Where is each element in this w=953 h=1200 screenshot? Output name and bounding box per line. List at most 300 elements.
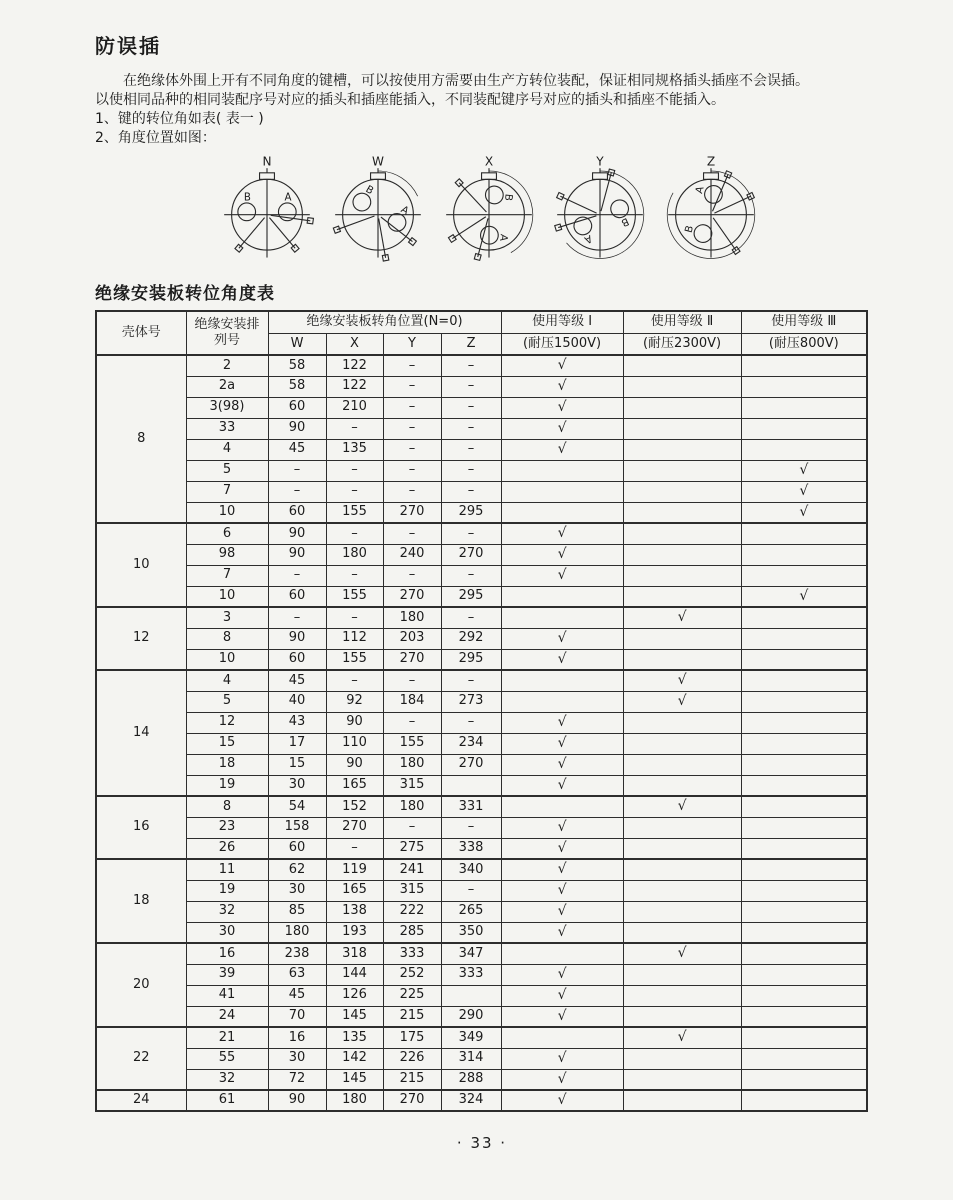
angle-w-cell: 60 — [268, 838, 326, 859]
table-row — [96, 649, 867, 670]
angle-x-cell: 135 — [326, 1027, 383, 1048]
grade-1-check-mark: √ — [501, 649, 623, 670]
angle-w-cell: 43 — [268, 712, 326, 733]
grade-3-empty-cell — [741, 628, 867, 649]
grade-2-empty-cell — [623, 523, 741, 544]
shell-number-cell: 16 — [96, 796, 186, 859]
angle-y-cell: – — [383, 355, 441, 376]
hole-a-label: A — [496, 233, 510, 242]
grade-2-empty-cell — [623, 1069, 741, 1090]
grade-1-check-mark: √ — [501, 1069, 623, 1090]
angle-y-cell: – — [383, 439, 441, 460]
angle-z-cell: 349 — [441, 1027, 501, 1048]
arrangement-number-cell: 7 — [186, 481, 268, 502]
angle-w-cell: 54 — [268, 796, 326, 817]
angle-z-cell: 295 — [441, 586, 501, 607]
grade-3-empty-cell — [741, 649, 867, 670]
header-grade-2-voltage: (耐压2300V) — [623, 333, 741, 355]
angle-y-cell: – — [383, 460, 441, 481]
shell-number-cell: 8 — [96, 355, 186, 523]
angle-x-cell: 180 — [326, 1090, 383, 1111]
angle-y-cell: – — [383, 481, 441, 502]
angle-x-cell: 210 — [326, 397, 383, 418]
angle-w-cell: 17 — [268, 733, 326, 754]
grade-1-check-mark: √ — [501, 355, 623, 376]
grade-1-check-mark: √ — [501, 838, 623, 859]
angle-x-cell: 270 — [326, 817, 383, 838]
angle-w-cell: 90 — [268, 1090, 326, 1111]
angle-z-cell: 270 — [441, 754, 501, 775]
grade-1-check-mark: √ — [501, 523, 623, 544]
arrangement-number-cell: 8 — [186, 796, 268, 817]
header-grade-3-voltage: (耐压800V) — [741, 333, 867, 355]
angle-y-cell: – — [383, 670, 441, 691]
hole-b-label: B — [619, 214, 631, 229]
angle-x-cell: 318 — [326, 943, 383, 964]
grade-3-empty-cell — [741, 838, 867, 859]
angle-w-cell: 90 — [268, 628, 326, 649]
shell-number-cell: 12 — [96, 607, 186, 670]
grade-2-empty-cell — [623, 649, 741, 670]
angle-y-cell: 241 — [383, 859, 441, 880]
angle-z-cell: 324 — [441, 1090, 501, 1111]
arrangement-number-cell: 7 — [186, 565, 268, 586]
header-shell: 壳体号 — [96, 311, 186, 355]
angle-z-cell: – — [441, 817, 501, 838]
diagram-position-label: X — [484, 154, 494, 169]
angle-y-cell: 175 — [383, 1027, 441, 1048]
table-row — [96, 943, 867, 964]
angle-y-cell: 315 — [383, 775, 441, 796]
angle-y-cell: 270 — [383, 586, 441, 607]
list-item-2: 2、角度位置如图： — [95, 130, 216, 146]
grade-3-empty-cell — [741, 922, 867, 943]
angle-x-cell: – — [326, 565, 383, 586]
grade-3-empty-cell — [741, 859, 867, 880]
angle-w-cell: 72 — [268, 1069, 326, 1090]
arrangement-number-cell: 98 — [186, 544, 268, 565]
angle-z-cell: 347 — [441, 943, 501, 964]
angle-z-cell: – — [441, 460, 501, 481]
angle-w-cell: 180 — [268, 922, 326, 943]
angle-y-cell: 215 — [383, 1069, 441, 1090]
angle-w-cell: 58 — [268, 355, 326, 376]
grade-3-check-mark: √ — [741, 502, 867, 523]
grade-1-check-mark: √ — [501, 1090, 623, 1111]
arrangement-number-cell: 32 — [186, 1069, 268, 1090]
angle-x-cell: 165 — [326, 880, 383, 901]
angle-y-cell: 285 — [383, 922, 441, 943]
table-row — [96, 754, 867, 775]
keyway-diagram-X — [435, 151, 543, 271]
table-row — [96, 460, 867, 481]
grade-2-empty-cell — [623, 586, 741, 607]
table-row — [96, 544, 867, 565]
grade-2-empty-cell — [623, 544, 741, 565]
grade-1-empty-cell — [501, 796, 623, 817]
angle-z-cell — [441, 775, 501, 796]
angle-x-cell: 145 — [326, 1006, 383, 1027]
grade-3-check-mark: √ — [741, 481, 867, 502]
angle-z-cell: – — [441, 712, 501, 733]
angle-w-cell: 60 — [268, 649, 326, 670]
grade-3-empty-cell — [741, 1090, 867, 1111]
table-row — [96, 628, 867, 649]
grade-3-check-mark: √ — [741, 460, 867, 481]
grade-2-empty-cell — [623, 901, 741, 922]
angle-y-cell: 203 — [383, 628, 441, 649]
table-row — [96, 901, 867, 922]
table-row — [96, 712, 867, 733]
table-row — [96, 439, 867, 460]
shell-number-cell: 10 — [96, 523, 186, 607]
angle-y-cell: 180 — [383, 607, 441, 628]
keyway-diagram-Z — [657, 151, 765, 271]
grade-2-empty-cell — [623, 985, 741, 1006]
table-row — [96, 922, 867, 943]
angle-w-cell: 45 — [268, 670, 326, 691]
arrangement-number-cell: 12 — [186, 712, 268, 733]
angle-w-cell: 40 — [268, 691, 326, 712]
table-row — [96, 775, 867, 796]
angle-y-cell: 180 — [383, 796, 441, 817]
angle-x-cell: 155 — [326, 586, 383, 607]
arrangement-number-cell: 5 — [186, 460, 268, 481]
angle-x-cell: – — [326, 670, 383, 691]
angle-y-cell: – — [383, 565, 441, 586]
grade-2-empty-cell — [623, 1048, 741, 1069]
grade-1-check-mark: √ — [501, 1006, 623, 1027]
angle-x-cell: 110 — [326, 733, 383, 754]
grade-3-check-mark: √ — [741, 586, 867, 607]
arrangement-number-cell: 19 — [186, 775, 268, 796]
grade-1-empty-cell — [501, 607, 623, 628]
angle-z-cell: 295 — [441, 649, 501, 670]
shell-number-cell: 22 — [96, 1027, 186, 1090]
header-col-x: X — [326, 333, 383, 355]
table-row — [96, 1027, 867, 1048]
header-grade-1: 使用等级 Ⅰ — [501, 311, 623, 333]
grade-3-empty-cell — [741, 544, 867, 565]
header-arrangement: 绝缘安装排列号 — [186, 311, 268, 355]
arrangement-number-cell: 16 — [186, 943, 268, 964]
angle-x-cell: – — [326, 523, 383, 544]
angle-y-cell: 275 — [383, 838, 441, 859]
grade-1-check-mark: √ — [501, 376, 623, 397]
angle-y-cell: 225 — [383, 985, 441, 1006]
angle-x-cell: 122 — [326, 376, 383, 397]
angle-z-cell — [441, 985, 501, 1006]
angle-x-cell: – — [326, 460, 383, 481]
angle-z-cell: 333 — [441, 964, 501, 985]
grade-1-check-mark: √ — [501, 754, 623, 775]
grade-2-empty-cell — [623, 754, 741, 775]
angle-z-cell: 288 — [441, 1069, 501, 1090]
grade-2-empty-cell — [623, 733, 741, 754]
grade-1-empty-cell — [501, 502, 623, 523]
angle-y-cell: 333 — [383, 943, 441, 964]
grade-1-check-mark: √ — [501, 418, 623, 439]
table-row — [96, 985, 867, 1006]
angle-z-cell: 273 — [441, 691, 501, 712]
hole-b-label: B — [501, 193, 515, 202]
angle-z-cell: – — [441, 880, 501, 901]
arrangement-number-cell: 18 — [186, 754, 268, 775]
grade-2-empty-cell — [623, 628, 741, 649]
angle-x-cell: 90 — [326, 754, 383, 775]
grade-3-empty-cell — [741, 985, 867, 1006]
angle-z-cell: 314 — [441, 1048, 501, 1069]
shell-number-cell: 24 — [96, 1090, 186, 1111]
grade-2-empty-cell — [623, 355, 741, 376]
angle-z-cell: 292 — [441, 628, 501, 649]
arrangement-number-cell: 30 — [186, 922, 268, 943]
grade-3-empty-cell — [741, 439, 867, 460]
angle-x-cell: – — [326, 418, 383, 439]
grade-3-empty-cell — [741, 817, 867, 838]
grade-3-empty-cell — [741, 397, 867, 418]
table-row — [96, 670, 867, 691]
angle-x-cell: 126 — [326, 985, 383, 1006]
angle-x-cell: 92 — [326, 691, 383, 712]
table-row — [96, 607, 867, 628]
grade-3-empty-cell — [741, 691, 867, 712]
table-row — [96, 880, 867, 901]
angle-w-cell: 238 — [268, 943, 326, 964]
grade-3-empty-cell — [741, 775, 867, 796]
angle-w-cell: 158 — [268, 817, 326, 838]
grade-1-empty-cell — [501, 943, 623, 964]
angle-x-cell: 90 — [326, 712, 383, 733]
table-row — [96, 838, 867, 859]
diagram-position-label: W — [372, 154, 384, 169]
grade-1-empty-cell — [501, 460, 623, 481]
grade-1-check-mark: √ — [501, 775, 623, 796]
page-title: 防误插 — [95, 34, 161, 58]
grade-3-empty-cell — [741, 796, 867, 817]
angle-z-cell: – — [441, 670, 501, 691]
angle-w-cell: 58 — [268, 376, 326, 397]
angle-z-cell: – — [441, 565, 501, 586]
grade-1-check-mark: √ — [501, 544, 623, 565]
angle-y-cell: – — [383, 397, 441, 418]
grade-3-empty-cell — [741, 523, 867, 544]
grade-2-check-mark: √ — [623, 607, 741, 628]
table-row — [96, 355, 867, 376]
angle-x-cell: 165 — [326, 775, 383, 796]
grade-1-check-mark: √ — [501, 922, 623, 943]
angle-y-cell: 252 — [383, 964, 441, 985]
grade-3-empty-cell — [741, 418, 867, 439]
table-row — [96, 481, 867, 502]
angle-z-cell: 350 — [441, 922, 501, 943]
arrangement-number-cell: 5 — [186, 691, 268, 712]
grade-3-empty-cell — [741, 943, 867, 964]
page-number: · 33 · — [456, 1134, 508, 1152]
angle-x-cell: – — [326, 838, 383, 859]
angle-w-cell: – — [268, 565, 326, 586]
grade-1-check-mark: √ — [501, 565, 623, 586]
grade-2-empty-cell — [623, 439, 741, 460]
angle-x-cell: 193 — [326, 922, 383, 943]
shell-number-cell: 20 — [96, 943, 186, 1027]
table-row — [96, 1006, 867, 1027]
angle-y-cell: 315 — [383, 880, 441, 901]
table-row — [96, 1048, 867, 1069]
arrangement-number-cell: 2 — [186, 355, 268, 376]
arrangement-number-cell: 2a — [186, 376, 268, 397]
arrangement-number-cell: 15 — [186, 733, 268, 754]
grade-1-check-mark: √ — [501, 712, 623, 733]
header-col-w: W — [268, 333, 326, 355]
arrangement-number-cell: 11 — [186, 859, 268, 880]
angle-x-cell: 152 — [326, 796, 383, 817]
arrangement-number-cell: 10 — [186, 649, 268, 670]
arrangement-number-cell: 33 — [186, 418, 268, 439]
angle-x-cell: 135 — [326, 439, 383, 460]
arrangement-number-cell: 8 — [186, 628, 268, 649]
list-item-1: 1、键的转位角如表( 表一 ) — [95, 111, 264, 127]
angle-w-cell: 63 — [268, 964, 326, 985]
arrangement-number-cell: 26 — [186, 838, 268, 859]
grade-3-empty-cell — [741, 754, 867, 775]
hole-a-label: A — [693, 185, 707, 195]
diagram-position-label: N — [262, 154, 272, 169]
angle-y-cell: 155 — [383, 733, 441, 754]
angle-w-cell: 45 — [268, 439, 326, 460]
hole-b-label: B — [363, 183, 376, 198]
table-row — [96, 397, 867, 418]
angle-y-cell: 222 — [383, 901, 441, 922]
angle-w-cell: 70 — [268, 1006, 326, 1027]
table-title: 绝缘安装板转位角度表 — [95, 284, 275, 304]
angle-z-cell: – — [441, 397, 501, 418]
angle-y-cell: 180 — [383, 754, 441, 775]
grade-3-empty-cell — [741, 1027, 867, 1048]
hole-b-label: B — [682, 224, 697, 235]
grade-2-empty-cell — [623, 775, 741, 796]
angle-y-cell: 270 — [383, 502, 441, 523]
grade-3-empty-cell — [741, 964, 867, 985]
grade-3-empty-cell — [741, 901, 867, 922]
intro-line-1: 在绝缘体外围上开有不同角度的键槽，可以按使用方需要由生产方转位装配，保证相同规格插头插座不会误插。 — [123, 73, 809, 89]
arrangement-number-cell: 4 — [186, 670, 268, 691]
hole-a-label: A — [582, 232, 594, 246]
grade-1-empty-cell — [501, 670, 623, 691]
arrangement-number-cell: 32 — [186, 901, 268, 922]
grade-1-check-mark: √ — [501, 859, 623, 880]
grade-2-empty-cell — [623, 838, 741, 859]
angle-w-cell: – — [268, 607, 326, 628]
angle-z-cell: 338 — [441, 838, 501, 859]
grade-2-empty-cell — [623, 565, 741, 586]
grade-1-check-mark: √ — [501, 397, 623, 418]
grade-2-empty-cell — [623, 712, 741, 733]
angle-z-cell: 265 — [441, 901, 501, 922]
angle-x-cell: 145 — [326, 1069, 383, 1090]
angle-w-cell: 85 — [268, 901, 326, 922]
angle-w-cell: – — [268, 481, 326, 502]
grade-3-empty-cell — [741, 376, 867, 397]
header-grade-1-voltage: (耐压1500V) — [501, 333, 623, 355]
table-row — [96, 796, 867, 817]
angle-w-cell: 60 — [268, 397, 326, 418]
grade-2-empty-cell — [623, 817, 741, 838]
arrangement-number-cell: 39 — [186, 964, 268, 985]
angle-x-cell: 138 — [326, 901, 383, 922]
angle-y-cell: 215 — [383, 1006, 441, 1027]
grade-2-empty-cell — [623, 1006, 741, 1027]
intro-paragraph — [95, 72, 869, 110]
grade-2-empty-cell — [623, 964, 741, 985]
table-row — [96, 817, 867, 838]
angle-y-cell: 226 — [383, 1048, 441, 1069]
angle-y-cell: 270 — [383, 649, 441, 670]
hole-a-label: A — [398, 203, 411, 218]
grade-1-check-mark: √ — [501, 964, 623, 985]
table-row — [96, 565, 867, 586]
grade-3-empty-cell — [741, 880, 867, 901]
arrangement-number-cell: 10 — [186, 502, 268, 523]
table-row — [96, 691, 867, 712]
grade-3-empty-cell — [741, 1048, 867, 1069]
angle-z-cell: – — [441, 418, 501, 439]
header-angle-group: 绝缘安装板转角位置(N=0) — [268, 311, 501, 333]
hole-b-label: B — [243, 191, 251, 204]
angle-y-cell: 184 — [383, 691, 441, 712]
angle-y-cell: – — [383, 817, 441, 838]
grade-1-empty-cell — [501, 691, 623, 712]
grade-3-empty-cell — [741, 355, 867, 376]
header-col-z: Z — [441, 333, 501, 355]
angle-z-cell: – — [441, 481, 501, 502]
angle-z-cell: 340 — [441, 859, 501, 880]
grade-2-empty-cell — [623, 481, 741, 502]
grade-2-empty-cell — [623, 859, 741, 880]
grade-3-empty-cell — [741, 733, 867, 754]
grade-3-empty-cell — [741, 1069, 867, 1090]
table-row — [96, 502, 867, 523]
angle-x-cell: 112 — [326, 628, 383, 649]
table-row — [96, 859, 867, 880]
shell-number-cell: 18 — [96, 859, 186, 943]
angle-x-cell: 155 — [326, 649, 383, 670]
shell-number-cell: 14 — [96, 670, 186, 796]
angle-w-cell: 16 — [268, 1027, 326, 1048]
grade-3-empty-cell — [741, 607, 867, 628]
table-row — [96, 586, 867, 607]
angle-x-cell: – — [326, 481, 383, 502]
table-header-row-1 — [96, 311, 867, 333]
angle-w-cell: – — [268, 460, 326, 481]
table-row — [96, 733, 867, 754]
grade-1-check-mark: √ — [501, 985, 623, 1006]
arrangement-number-cell: 23 — [186, 817, 268, 838]
grade-2-check-mark: √ — [623, 796, 741, 817]
angle-z-cell: – — [441, 376, 501, 397]
arrangement-number-cell: 55 — [186, 1048, 268, 1069]
angle-w-cell: 90 — [268, 523, 326, 544]
hole-a-label: A — [284, 191, 292, 204]
diagram-position-label: Y — [596, 154, 604, 169]
angle-x-cell: 122 — [326, 355, 383, 376]
angle-w-cell: 30 — [268, 880, 326, 901]
grade-2-empty-cell — [623, 880, 741, 901]
angle-z-cell: – — [441, 355, 501, 376]
angle-z-cell: – — [441, 523, 501, 544]
angle-w-cell: 60 — [268, 502, 326, 523]
table-row — [96, 376, 867, 397]
